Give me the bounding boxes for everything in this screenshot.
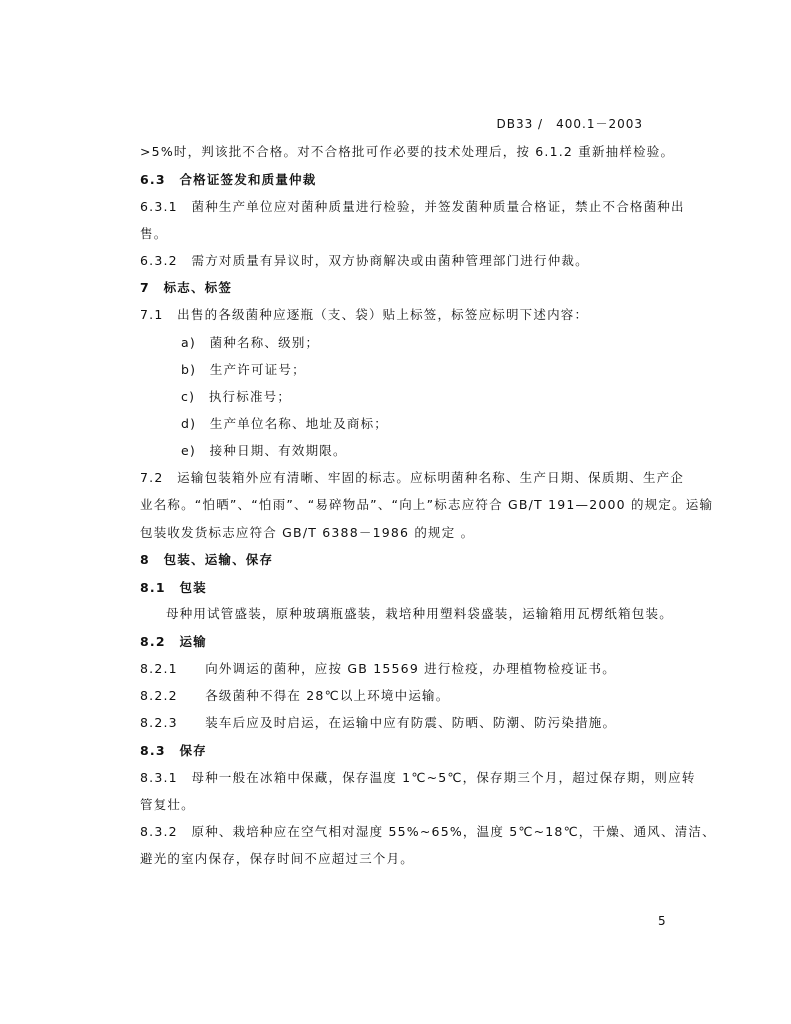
list-item-a: a) 菌种名称、级别； (181, 335, 320, 350)
text-line-8-2-3: 8.2.3 装车后应及时启运，在运输中应有防震、防晒、防潮、防污染措施。 (140, 715, 617, 730)
text-line-7-2-cont-1: 业名称。“怕晒”、“怕雨”、“易碎物品”、“向上”标志应符合 GB/T 191—2000 的规定。运输 (140, 497, 714, 512)
list-item-c: c) 执行标准号； (181, 389, 292, 404)
standard-code: DB33 / 400.1－2003 (496, 117, 643, 131)
text-line-6-3-1-cont: 售。 (140, 226, 168, 241)
text-line-7-2: 7.2 运输包装箱外应有清晰、牢固的标志。应标明菌种名称、生产日期、保质期、生产企 (140, 470, 685, 485)
text-line-8-2-2: 8.2.2 各级菌种不得在 28℃以上环境中运输。 (140, 688, 450, 703)
heading-8-2: 8.2 运输 (140, 634, 207, 649)
text-line-7-1: 7.1 出售的各级菌种应逐瓶（支、袋）贴上标签，标签应标明下述内容： (140, 307, 589, 322)
heading-7: 7 标志、标签 (140, 280, 233, 295)
text-line-8-3-1-cont: 管复壮。 (140, 797, 195, 812)
heading-8-3: 8.3 保存 (140, 743, 207, 758)
text-line-6-3-2: 6.3.2 需方对质量有异议时，双方协商解决或由菌种管理部门进行仲裁。 (140, 253, 589, 268)
page-number: 5 (658, 914, 666, 928)
heading-8-1: 8.1 包装 (140, 580, 207, 595)
text-line-8-3-2-cont: 避光的室内保存，保存时间不应超过三个月。 (140, 851, 415, 866)
text-line-batch-rejection: >5%时，判该批不合格。对不合格批可作必要的技术处理后，按 6.1.2 重新抽样检验。 (140, 144, 675, 159)
list-item-d: d) 生产单位名称、地址及商标； (181, 416, 389, 431)
text-line-8-3-1: 8.3.1 母种一般在冰箱中保藏，保存温度 1℃~5℃，保存期三个月，超过保存期，则应转 (140, 770, 696, 785)
heading-8: 8 包装、运输、保存 (140, 552, 274, 567)
text-line-8-1: 母种用试管盛装，原种玻璃瓶盛装，栽培种用塑料袋盛装，运输箱用瓦楞纸箱包装。 (166, 606, 673, 621)
text-line-6-3-1: 6.3.1 菌种生产单位应对菌种质量进行检验，并签发菌种质量合格证，禁止不合格菌种出 (140, 199, 685, 214)
text-line-8-2-1: 8.2.1 向外调运的菌种，应按 GB 15569 进行检疫，办理植物检疫证书。 (140, 661, 616, 676)
text-line-8-3-2: 8.3.2 原种、栽培种应在空气相对湿度 55%~65%，温度 5℃~18℃，干燥、通风、清洁、 (140, 824, 716, 839)
list-item-b: b) 生产许可证号； (181, 362, 306, 377)
text-line-7-2-cont-2: 包装收发货标志应符合 GB/T 6388－1986 的规定 。 (140, 525, 475, 540)
list-item-e: e) 接种日期、有效期限。 (181, 443, 347, 458)
heading-6-3: 6.3 合格证签发和质量仲裁 (140, 172, 317, 187)
